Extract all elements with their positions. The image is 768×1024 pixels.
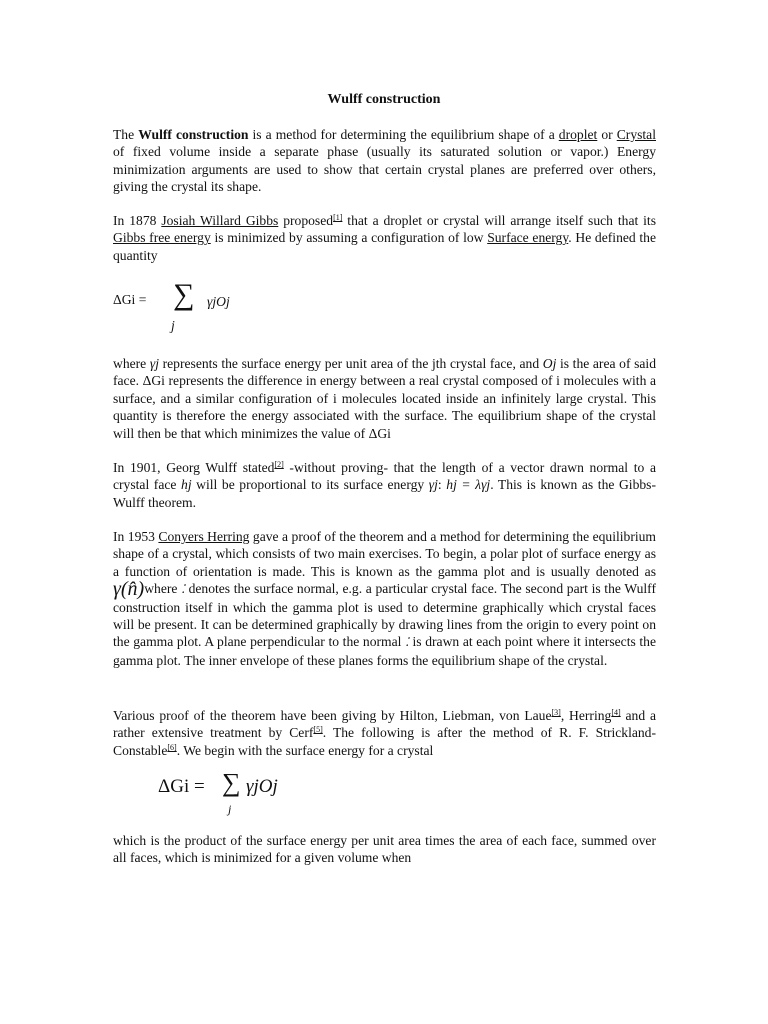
text-run: proposed: [278, 213, 334, 228]
sum-index: j: [171, 318, 175, 333]
text-run: is a method for determining the equilibrium shape of a: [248, 127, 559, 142]
equation-lhs: ΔGi =: [113, 292, 147, 307]
text-run: . This is known as the Gibbs-Wulff theorem.: [113, 477, 656, 510]
text-run: of fixed volume inside a separate phase (usually its saturated solution or vapor.) Energy minimization arguments are used to show that certain crystal planes are preferred over others, giving the crystal its shape.: [113, 144, 656, 195]
footnote-ref-3[interactable]: [3]: [551, 708, 561, 717]
link-gibbs-free-energy[interactable]: Gibbs free energy: [113, 230, 211, 246]
text-run: denotes the surface normal, e.g. a particular crystal face. The second part is the Wulff construction itself in which the gamma plot is used to determine graphically which crystal faces will be present. It can be determined graphically by drawing lines from the origin to every point on the gamma plot. A plane perpendicular to the normal: [113, 581, 656, 650]
text-run: . He defined the quantity: [113, 230, 657, 263]
paragraph-minimization: which is the product of the surface energy per unit area times the area of each face, summed over all faces, which is minimized for a given volume when: [113, 833, 656, 866]
footnote-ref-4[interactable]: [4]: [611, 708, 621, 717]
equation-surface-energy: [158, 768, 358, 820]
paragraph-wulff: [113, 459, 656, 511]
text-run: and a rather extensive treatment by Cerf: [113, 708, 656, 741]
paragraph-definitions: [113, 355, 656, 442]
bold-term: Wulff construction: [138, 127, 249, 142]
text-run: In 1901, Georg Wulff stated: [113, 460, 275, 475]
paragraph-intro: [113, 126, 656, 196]
text-run: represents the difference in energy between a real crystal composed of i molecules with a surface, and a similar configuration of i molecules located inside an infinitely large crystal. This quantity is therefore the energy associated with the surface. The equilibrium shape of the crystal will then be that which minimizes the value of: [113, 373, 656, 441]
text-run: will be proportional to its surface energy: [191, 477, 429, 493]
equation-delta-g: [113, 278, 313, 338]
link-droplet[interactable]: droplet: [558, 127, 598, 142]
footnote-ref-5[interactable]: [5]: [313, 725, 323, 735]
text-run: is the area of said face.: [113, 356, 656, 389]
link-conyers-herring[interactable]: Conyers Herring: [158, 529, 250, 544]
text-run: The: [113, 127, 139, 142]
sigma-symbol: ∑: [222, 768, 241, 797]
sigma-symbol: ∑: [173, 278, 195, 311]
text-run: In 1878: [113, 213, 162, 228]
math-gamma-n-hat: γ(n̂): [113, 578, 145, 601]
text-run: is drawn at each point where it intersects the gamma plot. The inner envelope of these planes forms the equilibrium shape of the crystal.: [113, 634, 657, 668]
text-run: gave a proof of the theorem and a method for determining the equilibrium shape of a crystal, which consists of two main exercises. To begin, a polar plot of surface energy as a function of orientation is made. This is known as the gamma plot and is usually denoted as: [113, 529, 656, 579]
footnote-ref-2[interactable]: [2]: [274, 460, 284, 469]
text-run: that a droplet or crystal will arrange itself such that its: [342, 213, 656, 228]
equation-rhs: γjOj: [207, 294, 230, 309]
text-run: , Herring: [560, 708, 612, 723]
link-josiah-willard-gibbs[interactable]: Josiah Willard Gibbs: [161, 213, 279, 228]
text-run: :: [437, 477, 447, 493]
equation-rhs: γjOj: [246, 776, 278, 797]
text-run: -without proving- that the length of a vector drawn normal to a crystal face: [113, 460, 656, 493]
math-n-hat-symbol: ⁚: [181, 582, 185, 597]
math-gamma-j: γj: [428, 477, 438, 493]
math-gamma-j: γj: [149, 356, 159, 371]
text-run: where: [144, 581, 182, 597]
page-title: Wulff construction: [327, 92, 441, 107]
math-hj-equation: hj = λγj: [446, 477, 491, 493]
text-run: represents the surface energy per unit area of the jth crystal face, and: [158, 356, 543, 371]
sum-index: j: [228, 802, 232, 816]
paragraph-gibbs: [113, 212, 656, 264]
text-run: is minimized by assuming a configuration of low: [210, 230, 488, 246]
math-delta-g: ΔGi: [368, 425, 391, 441]
paragraph-herring: [113, 528, 656, 669]
math-o-j: Oj: [542, 356, 557, 371]
footnote-ref-6[interactable]: [6]: [167, 742, 177, 752]
link-surface-energy[interactable]: Surface energy: [487, 230, 569, 246]
math-delta-g: ΔGi: [142, 373, 165, 389]
text-run: Various proof of the theorem have been giving by Hilton, Liebman, von Laue: [113, 708, 552, 723]
text-run: where: [113, 356, 150, 371]
text-run: . The following is after the method of R. F. Strickland-Constable: [113, 725, 657, 758]
text-run: . We begin with the surface energy for a crystal: [176, 742, 434, 758]
paragraph-proofs: [113, 707, 656, 759]
text-run: In 1953: [113, 529, 159, 544]
equation-lhs: ΔGi =: [158, 776, 205, 797]
link-crystal[interactable]: Crystal: [616, 127, 656, 142]
text-run: or: [597, 127, 617, 142]
math-n-hat-symbol: ⁚: [405, 635, 409, 650]
footnote-ref-1[interactable]: [1]: [333, 213, 343, 222]
math-h-j: hj: [181, 477, 192, 493]
